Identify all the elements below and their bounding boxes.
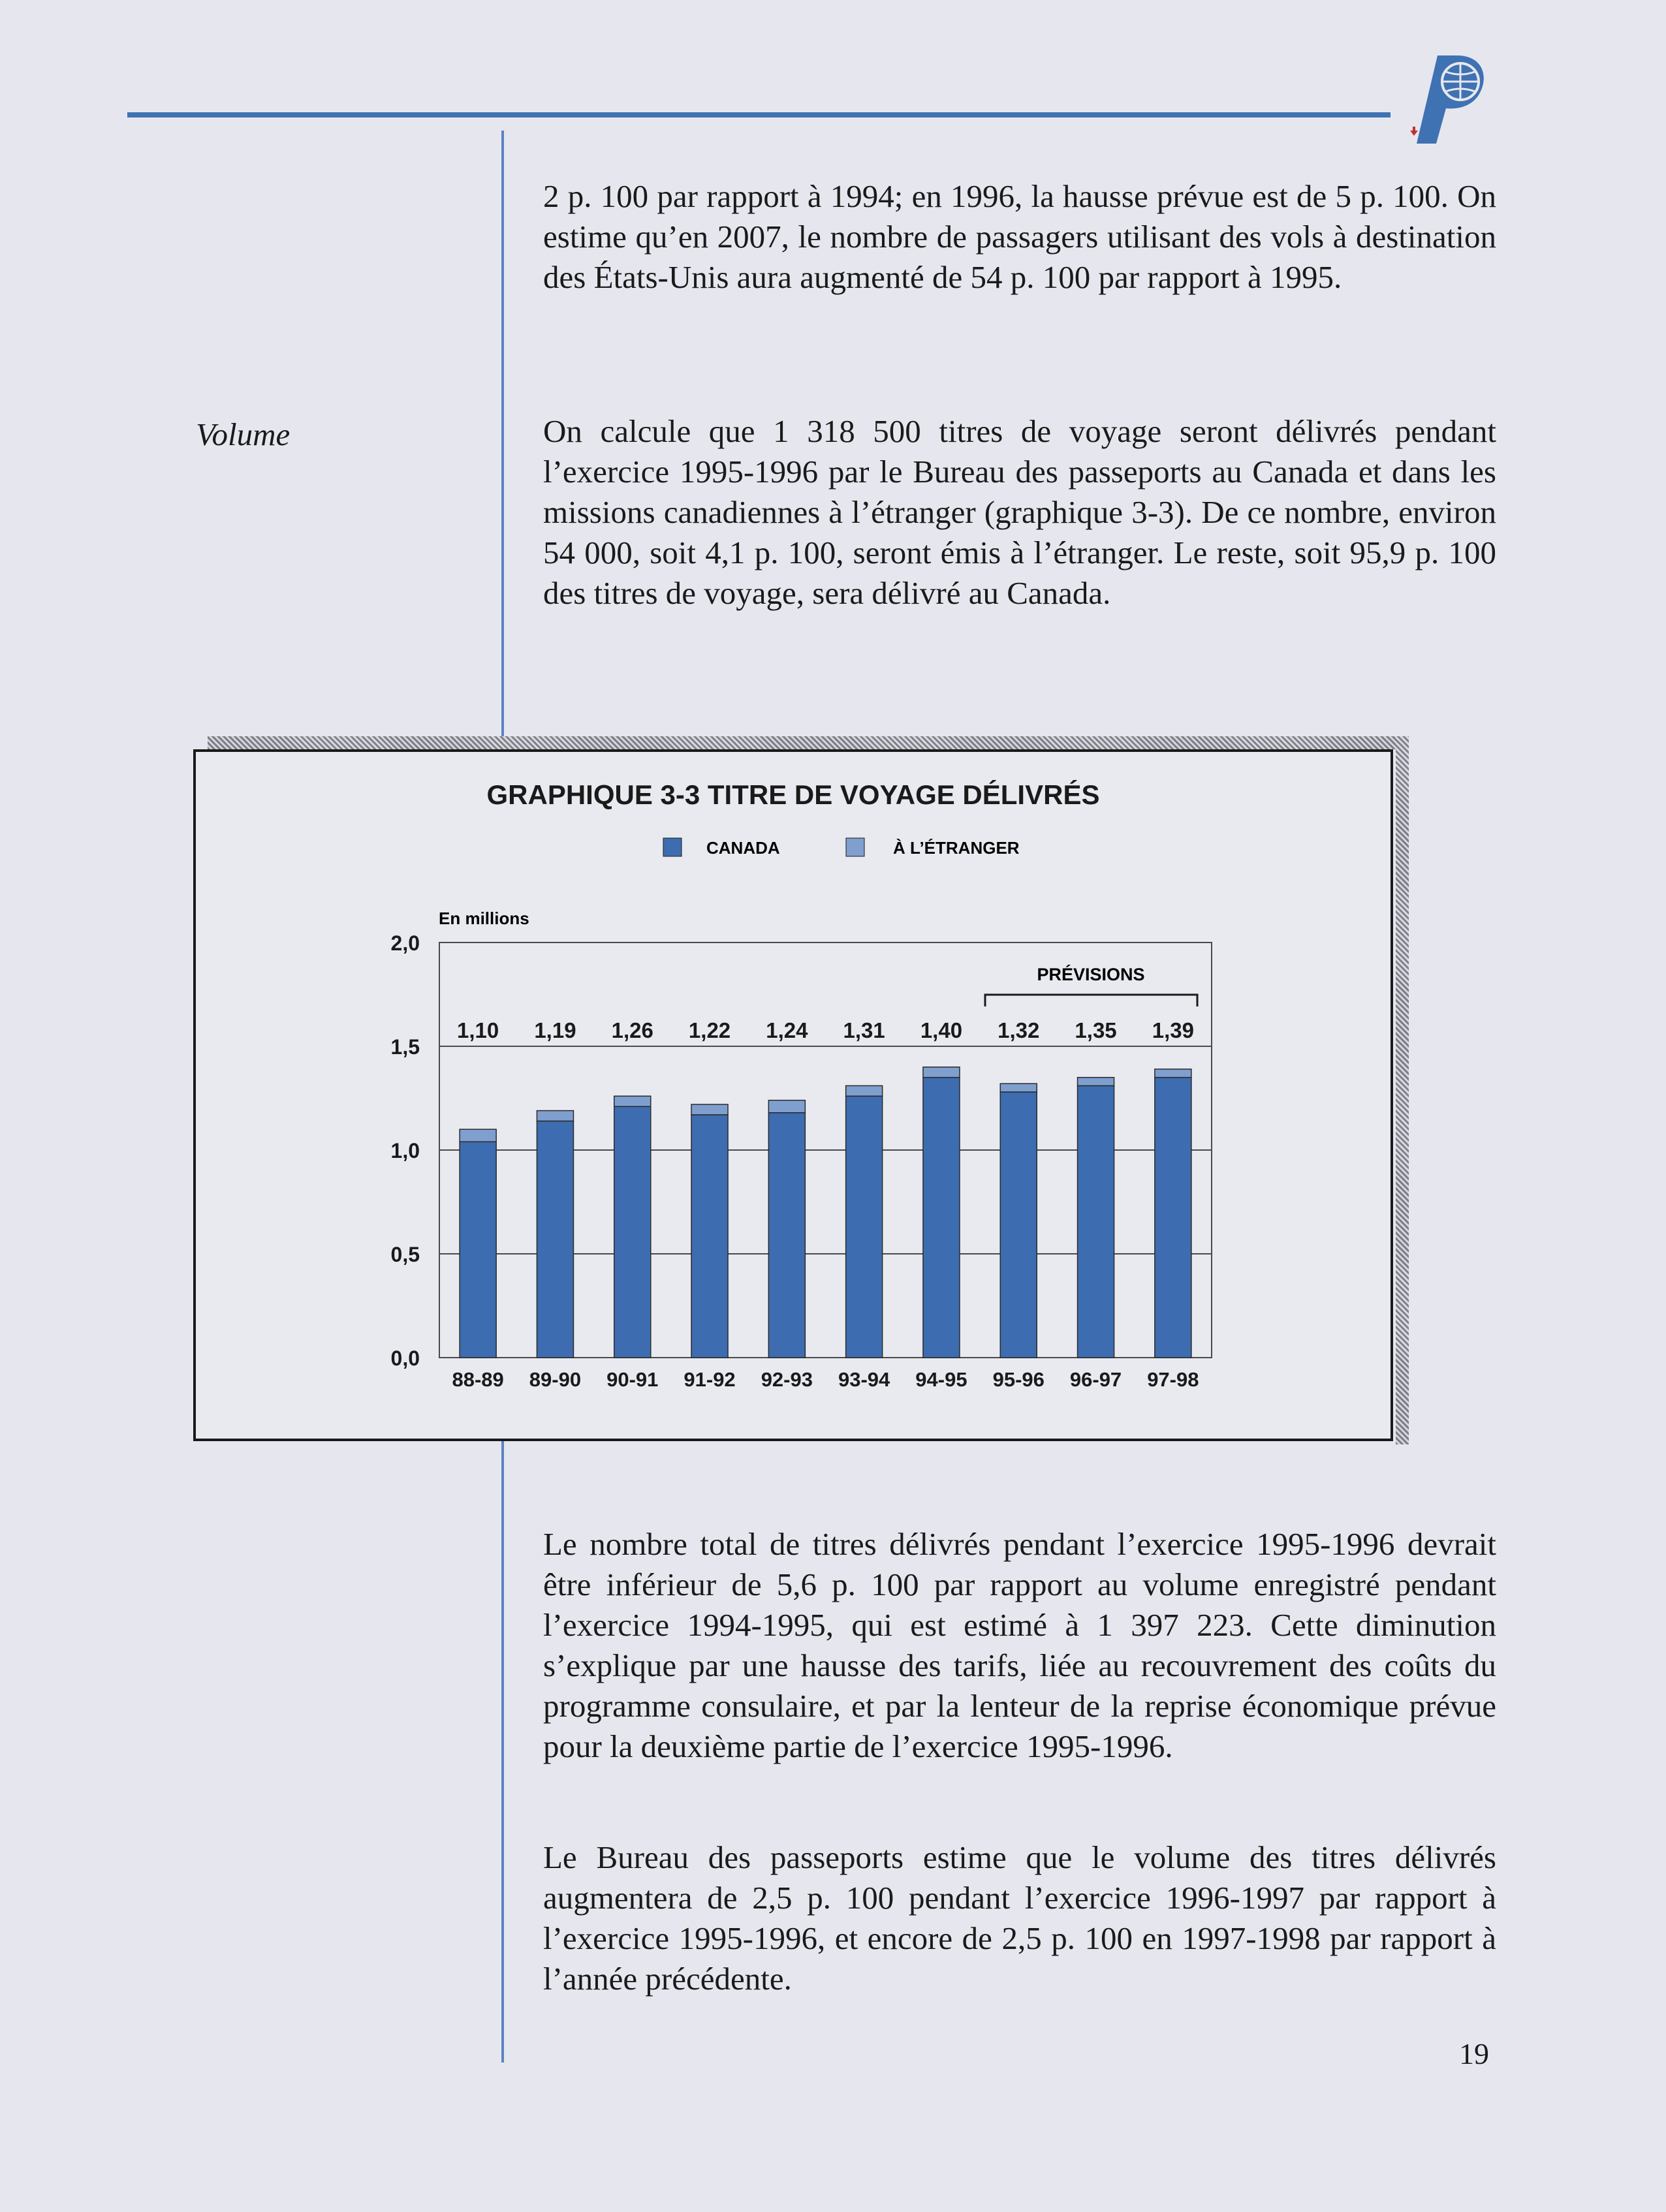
total-data-label: 1,26 xyxy=(611,1018,653,1042)
total-data-label: 1,35 xyxy=(1075,1018,1117,1042)
bar-canada xyxy=(537,1121,573,1358)
bar-canada xyxy=(691,1115,728,1358)
x-tick-label: 93-94 xyxy=(838,1368,890,1391)
bar-abroad xyxy=(846,1085,883,1096)
forecast-annotation: PRÉVISIONS xyxy=(1037,965,1145,984)
bar-abroad xyxy=(614,1096,651,1106)
bar-abroad xyxy=(460,1129,496,1142)
x-tick-label: 94-95 xyxy=(915,1368,967,1391)
y-tick-label: 0,5 xyxy=(390,1243,420,1266)
total-data-label: 1,40 xyxy=(920,1018,963,1042)
bar-abroad xyxy=(923,1067,960,1078)
y-tick-label: 2,0 xyxy=(390,931,420,955)
bar-abroad xyxy=(1000,1083,1037,1092)
y-axis-label: En millions xyxy=(439,909,529,928)
total-data-label: 1,19 xyxy=(534,1018,576,1042)
y-tick-label: 0,0 xyxy=(390,1347,420,1370)
x-tick-label: 97-98 xyxy=(1147,1368,1199,1391)
total-data-label: 1,24 xyxy=(766,1018,808,1042)
bar-canada xyxy=(846,1096,883,1358)
y-tick-label: 1,0 xyxy=(390,1139,420,1162)
bar-abroad xyxy=(537,1111,573,1121)
passport-logo-icon xyxy=(1397,46,1495,150)
paragraph-2: On calcule que 1 318 500 titres de voyage seront délivrés pendant l’exercice 1995-1996 par le Bureau des passeports au Canada et dans les missions canadiennes à l’étranger (graphique 3-3). De ce nombre, environ 54 000, soit 4,1 p. 100, seront émis à l’étranger. Le reste, soit 95,9 p. 100 des titres de voyage, sera délivré au Canada. xyxy=(543,413,1496,611)
x-tick-label: 96-97 xyxy=(1069,1368,1122,1391)
chart-shadow xyxy=(1396,736,1409,1444)
legend-label-canada: CANADA xyxy=(706,838,780,858)
bar-abroad xyxy=(691,1104,728,1115)
x-tick-label: 91-92 xyxy=(684,1368,736,1391)
chart-frame xyxy=(193,749,1393,1441)
bar-canada xyxy=(923,1078,960,1358)
total-data-label: 1,31 xyxy=(843,1018,885,1042)
bar-chart xyxy=(196,752,1391,1439)
bar-abroad xyxy=(768,1100,805,1113)
x-tick-label: 88-89 xyxy=(452,1368,504,1391)
bar-canada xyxy=(1000,1092,1037,1358)
x-tick-label: 90-91 xyxy=(606,1368,659,1391)
paragraph-4: Le Bureau des passeports estime que le volume des titres délivrés augmentera de 2,5 p. 100 pendant l’exercice 1996-1997 par rapport à l’exercice 1995-1996, et encore de 2,5 p. 100 en 1997-1998 par rapport à l’année précédente. xyxy=(543,1839,1496,1997)
bar-canada xyxy=(460,1142,496,1358)
forecast-bracket xyxy=(985,995,1197,1006)
paragraph-1: 2 p. 100 par rapport à 1994; en 1996, la hausse prévue est de 5 p. 100. On estime qu’en 2007, le nombre de passagers utilisant des vols à destination des États-Unis aura augmenté de 54 p. 100 par rapport à 1995. xyxy=(543,178,1496,295)
chart-figure xyxy=(193,736,1409,1454)
x-tick-label: 95-96 xyxy=(992,1368,1045,1391)
bar-canada xyxy=(1078,1085,1114,1358)
chart-shadow xyxy=(208,736,1409,749)
bar-canada xyxy=(614,1106,651,1358)
legend-swatch-canada xyxy=(663,838,682,856)
legend-label-abroad: À L’ÉTRANGER xyxy=(893,838,1020,858)
y-tick-label: 1,5 xyxy=(390,1035,420,1059)
chart-title: GRAPHIQUE 3-3 TITRE DE VOYAGE DÉLIVRÉS xyxy=(486,779,1100,810)
total-data-label: 1,39 xyxy=(1152,1018,1194,1042)
paragraph-3: Le nombre total de titres délivrés pendant l’exercice 1995-1996 devrait être inférieur de 5,6 p. 100 par rapport au volume enregistré pendant l’exercice 1994-1995, qui est estimé à 1 397 223. Cette diminution s’explique par une hausse des tarifs, liée au recouvrement des coûts du programme consulaire, et par la lenteur de la reprise économique prévue pour la deuxième partie de l’exercice 1995-1996. xyxy=(543,1526,1496,1764)
page-number: 19 xyxy=(1459,2037,1489,2070)
bar-canada xyxy=(768,1113,805,1358)
header-rule xyxy=(127,112,1391,117)
x-tick-label: 89-90 xyxy=(529,1368,582,1391)
x-tick-label: 92-93 xyxy=(761,1368,813,1391)
legend-swatch-abroad xyxy=(846,838,864,856)
bar-abroad xyxy=(1078,1078,1114,1086)
total-data-label: 1,10 xyxy=(457,1018,499,1042)
side-label-volume: Volume xyxy=(196,416,291,452)
total-data-label: 1,22 xyxy=(688,1018,731,1042)
bar-canada xyxy=(1155,1078,1191,1358)
total-data-label: 1,32 xyxy=(998,1018,1040,1042)
bar-abroad xyxy=(1155,1069,1191,1078)
